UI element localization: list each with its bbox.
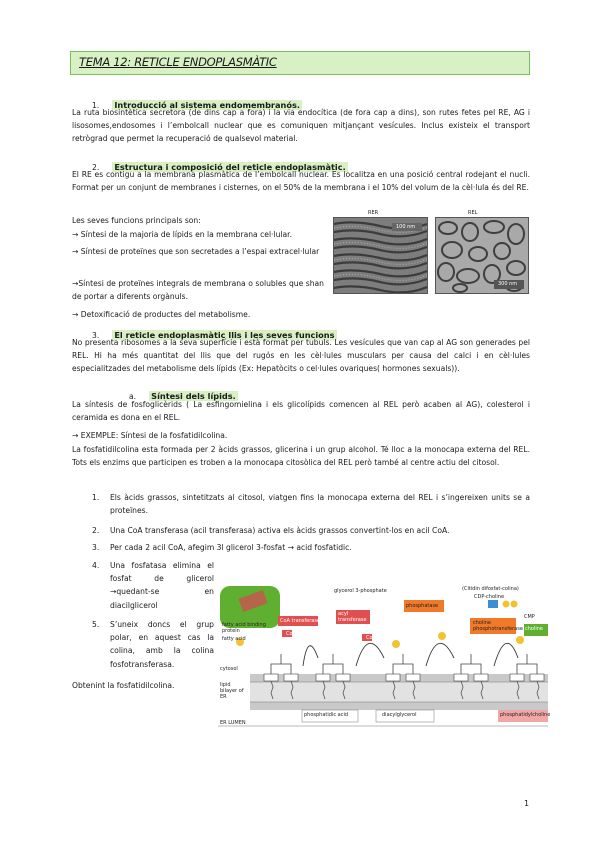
rel-micrograph — [435, 217, 529, 294]
paragraph-intro: La ruta biosintètica secretora (de dins cap a fora) i la via endocítica (de fora cap a dins), son rutes fetes pel RE, AG i lisosomes,endosomes i l’embolcall nuclear que es comuniquen mitjançant vesícules. Inclus existeix el transport retrògrad que permet la recuperació de qualsevol material. — [72, 108, 530, 144]
micrograph-scale-rel: 300 nm — [498, 281, 518, 287]
label-phosphatidic-acid: phosphatidic acid — [304, 712, 349, 718]
step-text: Una CoA transferasa (acil transferasa) activa els àcids grassos convertint-los en acil CoA. — [110, 526, 450, 535]
step-number: 4. — [92, 561, 100, 570]
title-box — [70, 51, 530, 75]
label-cytosol: cytosol — [220, 666, 238, 672]
section-title: Síntesi dels lípids. — [151, 391, 236, 401]
page-title: TEMA 12: RETICLE ENDOPLASMÀTIC — [79, 55, 277, 69]
label-coa-1: CoA — [286, 631, 296, 637]
label-cdp-choline: CDP-choline — [474, 594, 505, 600]
step-number: 1. — [92, 493, 100, 502]
label-fatty-acid: fatty acid — [222, 636, 246, 642]
micrograph-label-rel: REL — [468, 210, 478, 216]
label-choline-transferase: choline phosphotransferase — [473, 620, 523, 632]
section-number: a. — [129, 392, 137, 401]
label-diacylglycerol: diacylglycerol — [382, 712, 417, 718]
function-item: → Síntesi de proteïnes que son secretades a l’espai extracel·lular — [72, 247, 320, 256]
micrograph-scale-rer: 100 nm — [396, 224, 416, 230]
paragraph-rel: No presenta ribosomes a la seva superfície i està format per tubuls. Les vesícules que van cap al AG son generades pel REL. Hi ha més quantitat del llis que del rugós en les cèl·lules musculars per causa del calci i en cèl·lules especialitzades del metabolisme dels lípids (Ex: Hepatòcits o cel·lules ovariques( hormones sexuals)). — [72, 338, 530, 374]
section-number: 3. — [92, 331, 100, 340]
micrograph-label-rer: RER — [368, 210, 379, 216]
section-title: El reticle endoplasmàtic llis i les seves funcions — [114, 330, 335, 340]
section-title: Introducció al sistema endomembranós. — [114, 100, 300, 110]
label-coa-2: CoA — [366, 635, 376, 641]
rer-micrograph — [333, 217, 428, 294]
example-line: → EXEMPLE: Síntesi de la fosfatidilcolina. — [72, 431, 228, 440]
label-cytidine: (Citidin difosfat-colina) — [462, 586, 519, 592]
step-text: S’uneix doncs el grup polar, en aquest cas la colina, amb la colina fosfotransferasa. — [110, 620, 214, 669]
functions-intro: Les seves funcions principals son: — [72, 216, 201, 225]
step-number: 3. — [92, 543, 100, 552]
label-binding-protein: fatty acid binding protein — [222, 622, 266, 634]
paragraph-phosphatidylcholine: La fosfatidilcolina esta formada per 2 àcids grassos, glicerina i un grup alcohol. Té lloc a la monocapa externa del REL. Tots els enzims que participen es troben a la monocapa citosòlica del REL però també al centre actiu del citosol. — [72, 445, 530, 468]
label-glycerol-phosphate: glycerol 3-phosphate — [334, 588, 387, 594]
label-cmp: CMP — [524, 614, 535, 620]
label-phosphatidylcholine: phosphatidylcholine — [500, 712, 551, 718]
step-number: 5. — [92, 620, 100, 629]
section-number: 2. — [92, 163, 100, 172]
section-title: Estructura i composició del reticle endoplasmàtic. — [114, 162, 346, 172]
paragraph-structure: El RE es contigu a la membrana plasmàtica de l’embolcall nuclear. Es localitza en una posició central rodejant el nucli. Format per un conjunt de membranes i cisternes, on el 50% de la membrana i el 10% del volum de la cèl·lula és del RE. — [72, 170, 530, 193]
label-choline: choline — [525, 626, 544, 632]
function-item: → Detoxificació de productes del metabolisme. — [72, 310, 251, 319]
phosphatidylcholine-synthesis-diagram — [218, 570, 551, 732]
conclusion-line: Obtenint la fosfatidilcolina. — [72, 681, 175, 690]
page-number: 1 — [524, 799, 530, 808]
step-text: Una fosfatasa elimina el fosfat de glicerol →quedant-se en diacilglicerol — [110, 561, 214, 610]
step-text: Els àcids grassos, sintetitzats al citosol, viatgen fins la monocapa externa del REL i s’ingereixen units se a proteïnes. — [110, 493, 530, 516]
function-item: →Síntesi de proteïnes integrals de membrana o solubles que shan de portar a diferents orgànuls. — [72, 279, 324, 302]
label-acyl-transferase: acyl transferase — [338, 611, 367, 623]
label-coa-transferase: CoA transferase — [280, 618, 321, 624]
step-number: 2. — [92, 526, 100, 535]
label-phosphatase: phosphatase — [406, 603, 439, 609]
function-item: → Síntesi de la majoria de lípids en la membrana cel·lular. — [72, 230, 292, 239]
section-number: 1. — [92, 101, 100, 110]
paragraph-lipids: La síntesis de fosfoglicèrids ( La esfingomielina i els glicolípids comencen al REL però acaben al AG), colesterol i ceramida es dona en el REL. — [72, 400, 530, 423]
label-er-lumen: ER LUMEN — [220, 720, 246, 726]
step-text: Per cada 2 acil CoA, afegim 3l glicerol 3-fosfat → acid fosfatidic. — [110, 543, 352, 552]
label-bilayer: lipid bilayer of ER — [220, 682, 244, 700]
